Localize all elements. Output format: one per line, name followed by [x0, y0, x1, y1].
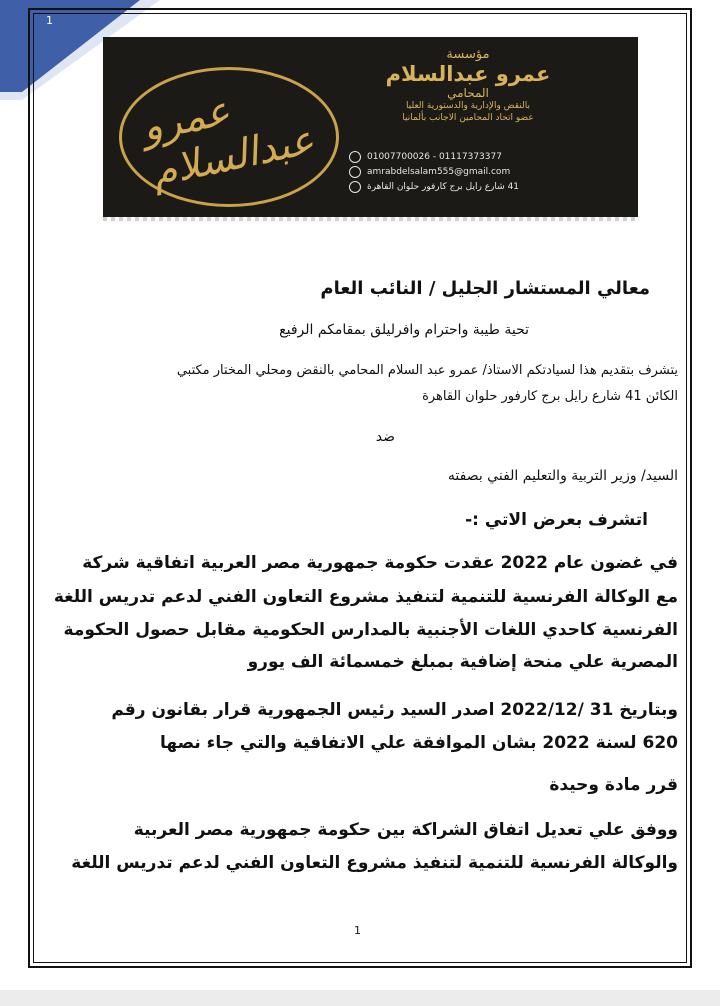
- paragraph-1-line-4: المصرية علي منحة إضافية بمبلغ خمسمائة الف يورو: [247, 652, 678, 672]
- viewer-bottom-bar: [0, 990, 720, 1006]
- phone-numbers: 01007700026 - 01117373377: [367, 151, 502, 162]
- phone-icon: [349, 151, 361, 163]
- contact-address: [349, 179, 609, 194]
- letterhead-logo: [103, 37, 638, 220]
- lawyer-title: المحامي: [447, 86, 489, 100]
- greeting-line: تحية طيبة واحترام وافرليلق بمقامكم الرفيع: [279, 322, 529, 338]
- paragraph-3-line-1: ووفق علي تعديل اتفاق الشراكة بين حكومة جمهورية مصر العربية: [133, 820, 678, 840]
- intro-line-2: الكائن 41 شارع رايل برج كارفور حلوان القاهرة: [422, 389, 678, 404]
- office-address: 41 شارع رايل برج كارفور حلوان القاهرة: [367, 181, 520, 192]
- letterhead-text: [338, 47, 598, 124]
- paragraph-2-line-1: وبتاريخ 31 /2022/12 اصدر السيد رئيس الجمهورية قرار بقانون رقم: [111, 700, 678, 720]
- contact-phones: [349, 149, 609, 164]
- page-number: 1: [354, 924, 361, 937]
- lawyer-membership: عضو اتحاد المحامين الاجانب بألمانيا: [402, 113, 534, 123]
- lawyer-name: عمرو عبدالسلام: [385, 62, 551, 86]
- paragraph-3-line-2: والوكالة الفرنسية للتنمية لتنفيذ مشروع التعاون الفني لدعم تدريس اللغة: [71, 853, 678, 873]
- firm-label: مؤسسة: [446, 47, 490, 62]
- lawyer-courts: بالنقض والإدارية والدستورية العليا: [406, 101, 530, 111]
- location-pin-icon: [349, 181, 361, 193]
- email-address: amrabdelsalam555@gmail.com: [367, 166, 511, 177]
- presentation-heading: اتشرف بعرض الاتي :-: [465, 510, 648, 530]
- logo-calligraphy: عمرو عبدالسلام: [137, 87, 319, 197]
- against-line: ضد: [375, 429, 395, 445]
- logo-edge: [103, 217, 638, 221]
- letter-heading: معالي المستشار الجليل / النائب العام: [320, 278, 650, 299]
- paragraph-1-line-1: في غضون عام 2022 عقدت حكومة جمهورية مصر العربية اتفاقية شركة: [82, 553, 678, 573]
- paragraph-1-line-3: الفرنسية كاحدي اللغات الأجنبية بالمدارس الحكومية مقابل حصول الحكومة: [63, 620, 678, 640]
- article-heading: قرر مادة وحيدة: [549, 775, 678, 795]
- contact-email: [349, 164, 609, 179]
- intro-line-1: يتشرف بتقديم هذا لسيادتكم الاستاذ/ عمرو عبد السلام المحامي بالنقض ومحلي المختار مكتبي: [176, 363, 678, 378]
- email-icon: [349, 166, 361, 178]
- defendant-line: السيد/ وزير التربية والتعليم الفني بصفته: [447, 468, 678, 484]
- paragraph-2-line-2: 620 لسنة 2022 بشان الموافقة علي الاتفاقية والتي جاء نصها: [160, 733, 678, 753]
- contact-block: [349, 149, 609, 194]
- corner-page-number: 1: [46, 14, 53, 27]
- paragraph-1-line-2: مع الوكالة الفرنسية للتنمية لتنفيذ مشروع التعاون الفني لدعم تدريس اللغة: [53, 587, 678, 607]
